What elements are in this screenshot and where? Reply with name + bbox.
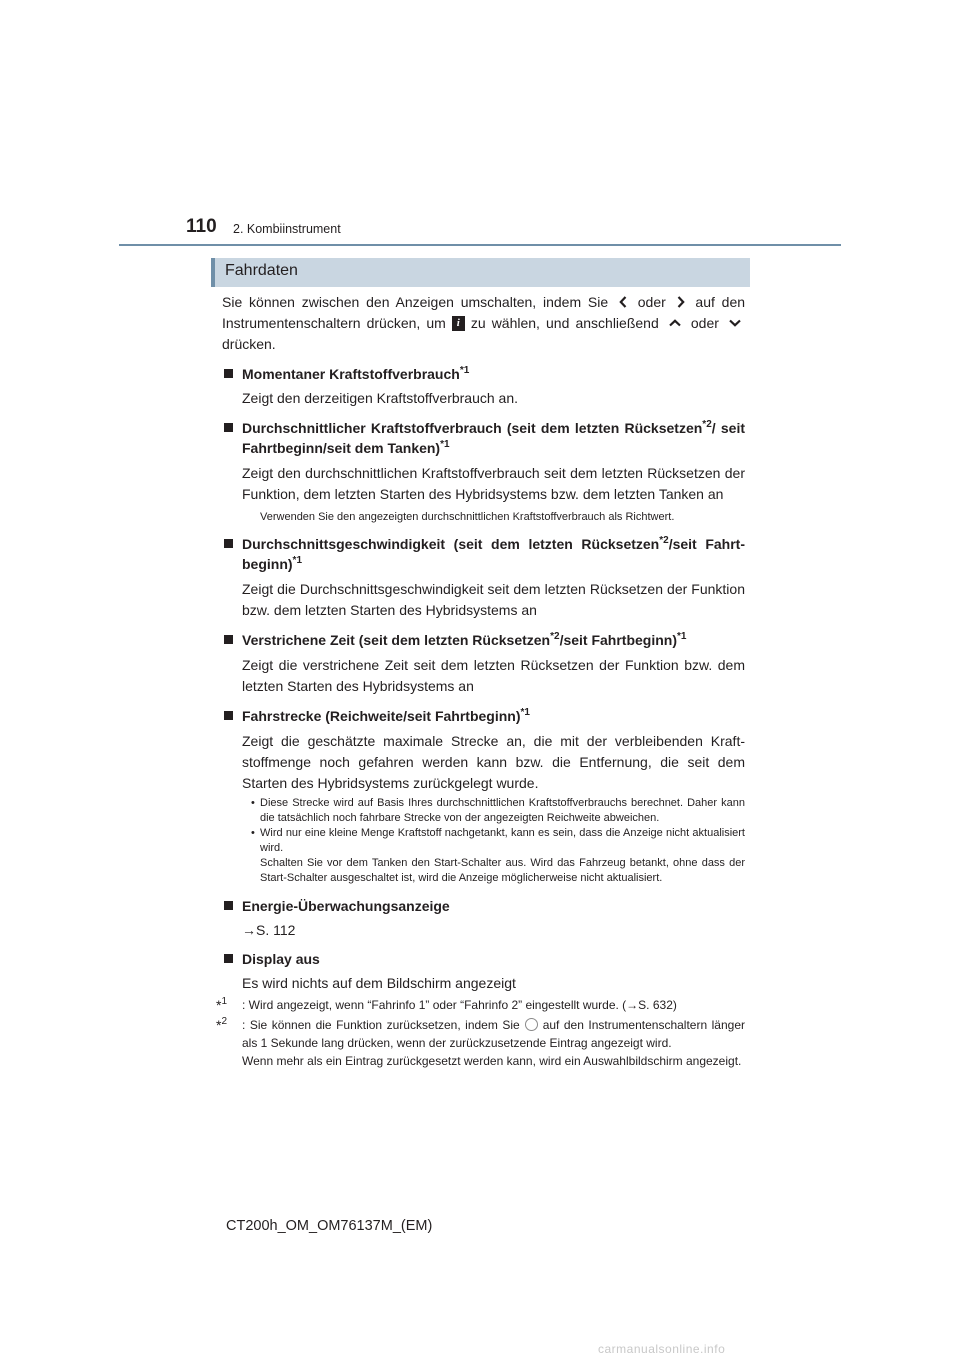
square-bullet-icon (224, 423, 233, 432)
intro-text: oder (637, 294, 666, 310)
footnote-2: *$^2$ : Sie können die Funktion zurücksetzen, indem Sie auf den Instrumentenschaltern länger als 1 Sekunde lang drücken, wenn der zurückzusetzende Eintrag angezeigt wird. Wenn mehr als ein Eintrag zurückgesetzt werden kann, wird ein Auswahlbildschirm angezeigt. (216, 1016, 745, 1068)
intro-text: zu wählen, und anschließend (470, 315, 659, 331)
item-heading: Display aus (222, 949, 745, 969)
item-heading: Momentaner Kraftstoffverbrauch$^{*1}$ (222, 364, 745, 384)
square-bullet-icon (224, 954, 233, 963)
item-note: Verwenden Sie den angezeigten durchschnittlichen Kraftstoffverbrauch als Richtwert. (260, 511, 675, 523)
list-item: • Wird nur eine kleine Menge Kraftstoff nachgetankt, kann es sein, dass die Anzeige nicht aktualisiert wird. Schalten Sie vor dem Tanken den Start-Schalter aus. Wird das Fahrzeug betankt, ohne dass der Start-Schalter ausgeschaltet ist, wird die Anzeige möglicherweise nicht aktualisiert. (251, 827, 745, 884)
dial-button-icon (525, 1018, 538, 1031)
item-description: Zeigt den derzeitigen Kraftstoffverbrauch an. (242, 390, 519, 406)
content (216, 292, 746, 1070)
intro-text: auf den Instrumentenschaltern drücken, um (222, 294, 746, 331)
square-bullet-icon (224, 539, 233, 548)
chevron-right-icon (677, 296, 685, 308)
item-description: Es wird nichts auf dem Bildschirm angezeigt (242, 975, 516, 991)
chevron-up-icon (669, 319, 681, 327)
item-description: Zeigt den durchschnittlichen Kraftstoffverbrauch seit dem letzten Rücksetzen der Funktion, dem letzten Starten des Hybridsystems bzw. dem letzten Tanken an (242, 465, 745, 502)
page-reference: →S. 112 (242, 922, 296, 938)
item-heading: Energie-Überwachungsanzeige (222, 896, 745, 916)
square-bullet-icon (224, 711, 233, 720)
intro-text: Sie können zwischen den Anzeigen umschalten, indem Sie (222, 294, 609, 310)
bullet-list (222, 796, 745, 886)
list-item: • Diese Strecke wird auf Basis Ihres durchschnittlichen Kraftstoffverbrauchs berechnet. Daher kann die tatsächlich noch fahrbare Strecke von der angezeigten Reichweite abweichen. (251, 797, 745, 824)
section-title-bar (211, 258, 750, 287)
footnote-1: *$^1$ : Wird angezeigt, wenn “Fahrinfo 1” oder “Fahrinfo 2” eingestellt wurde. (→S. 632) (216, 996, 677, 1013)
document-code: CT200h_OM_OM76137M_(EM) (226, 1218, 433, 1234)
intro-text: oder (690, 315, 719, 331)
info-icon: i (452, 316, 465, 331)
item-heading: Durchschnittsgeschwindigkeit (seit dem letzten Rücksetzen$^{*2}$/seit Fahrtbeginn)$^{*1}$ (222, 534, 745, 574)
chapter-title: 2. Kombiinstrument (233, 222, 341, 236)
page-number: 110 (186, 216, 217, 237)
chevron-left-icon (619, 296, 627, 308)
square-bullet-icon (224, 901, 233, 910)
chevron-down-icon (729, 319, 741, 327)
intro-text: drücken. (222, 336, 276, 352)
square-bullet-icon (224, 635, 233, 644)
item-heading: Verstrichene Zeit (seit dem letzten Rücksetzen$^{*2}$/seit Fahrtbeginn)$^{*1}$ (222, 630, 745, 650)
item-description: Zeigt die Durchschnittsgeschwindigkeit seit dem letzten Rücksetzen der Funktion bzw. dem letzten Starten des Hybridsystems an (242, 581, 745, 618)
item-description: Zeigt die verstrichene Zeit seit dem letzten Rücksetzen der Funktion bzw. dem letzten Starten des Hybridsystems an (242, 657, 745, 694)
intro-paragraph (222, 292, 745, 355)
item-heading: Fahrstrecke (Reichweite/seit Fahrtbeginn)$^{*1}$ (222, 706, 745, 726)
watermark: carmanualsonline.info (598, 1342, 726, 1356)
item-description: Zeigt die geschätzte maximale Strecke an, die mit der verbleibenden Kraftstoffmenge noch gefahren werden kann bzw. die Entfernung, die seit dem Starten des Hybridsystems zurückgelegt wurde. (242, 733, 745, 791)
section-title: Fahrdaten (225, 262, 298, 279)
item-heading: Durchschnittlicher Kraftstoffverbrauch (seit dem letzten Rücksetzen$^{*2}$/ seit Fahrtbeginn/seit dem Tanken)$^{*1}$ (222, 418, 745, 458)
square-bullet-icon (224, 369, 233, 378)
header-rule (119, 244, 841, 246)
